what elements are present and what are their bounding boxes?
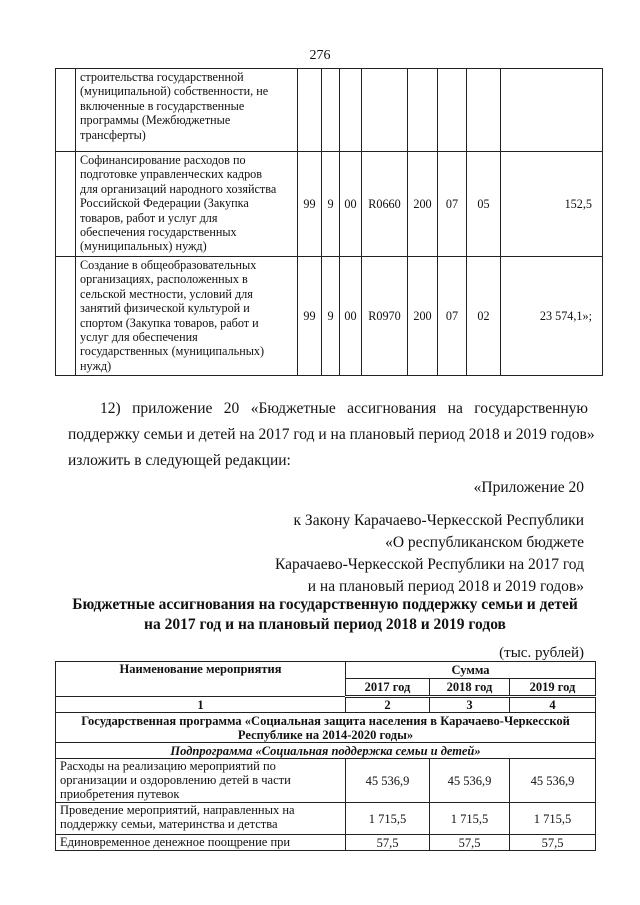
assignments-table — [55, 661, 596, 851]
value-2017: 1 715,5 — [346, 803, 430, 835]
code-cell: R0970 — [362, 257, 408, 376]
value-2019: 1 715,5 — [510, 803, 596, 835]
value-2018: 45 536,9 — [430, 759, 510, 803]
table-header-row — [56, 662, 596, 679]
amendment-paragraph: 12) приложение 20 «Бюджетные ассигнования на государственную поддержку семьи и детей на 2017 год и на плановый период 2018 и 2019 годов» изложить в следующей редакции: — [68, 400, 595, 469]
code-cell: 07 — [438, 257, 467, 376]
value-2018: 1 715,5 — [430, 803, 510, 835]
program-title: Государственная программа «Социальная защита населения в Карачаево-Черкесской Республике на 2014-2020 годы» — [56, 713, 596, 743]
appendix-label: «Приложение 20 — [473, 479, 584, 496]
code-cell: R0660 — [362, 152, 408, 257]
activity-name: Проведение мероприятий, направленных на поддержку семьи, материнства и детства — [56, 803, 346, 835]
value-2018: 57,5 — [430, 835, 510, 851]
code-cell: 99 — [298, 257, 322, 376]
units-label: (тыс. рублей) — [499, 645, 584, 661]
code-cell: 9 — [322, 257, 340, 376]
expense-description: Софинансирование расходов по подготовке управленческих кадров для организаций народного хозяйства Российской Федерации (Закупка товаров, работ и услуг для обеспечения государственных (муниципальных) нужд) — [76, 152, 298, 257]
column-number-row: 1 2 3 4 — [56, 697, 596, 713]
code-cell: 200 — [408, 257, 438, 376]
page-number: 276 — [309, 48, 331, 63]
program-row — [56, 713, 596, 743]
value-2017: 45 536,9 — [346, 759, 430, 803]
table-row — [56, 152, 603, 257]
activity-name: Единовременное денежное поощрение при — [56, 835, 346, 851]
code-cell: 00 — [340, 152, 362, 257]
table-row — [56, 69, 603, 152]
header-year: 2017 год — [346, 679, 430, 697]
table-row — [56, 759, 596, 803]
amount-cell: 23 574,1»; — [501, 257, 603, 376]
code-cell: 99 — [298, 152, 322, 257]
subprogram-title: Подпрограмма «Социальная поддержка семьи и детей» — [56, 743, 596, 759]
table-row — [56, 803, 596, 835]
code-cell: 9 — [322, 152, 340, 257]
document-title: Бюджетные ассигнования на государственную поддержку семьи и детей на 2017 год и на плановый период 2018 и 2019 годов — [72, 596, 578, 633]
header-year: 2019 год — [510, 679, 596, 697]
value-2017: 57,5 — [346, 835, 430, 851]
header-year: 2018 год — [430, 679, 510, 697]
budget-code-table — [55, 68, 603, 376]
amount-cell: 152,5 — [501, 152, 603, 257]
expense-description: Создание в общеобразовательных организациях, расположенных в сельской местности, условий для занятий физической культурой и спортом (Закупка товаров, работ и услуг для обеспечения государственных (муниципальных) нужд) — [76, 257, 298, 376]
value-2019: 45 536,9 — [510, 759, 596, 803]
table-row — [56, 835, 596, 851]
law-reference: к Закону Карачаево-Черкесской Республики «О республиканском бюджете Карачаево-Черкесской Республики на 2017 год и на плановый период 2018 и 2019 годов» — [275, 512, 584, 595]
code-cell: 200 — [408, 152, 438, 257]
value-2019: 57,5 — [510, 835, 596, 851]
code-cell: 00 — [340, 257, 362, 376]
header-sum: Сумма — [346, 662, 596, 679]
code-cell: 05 — [467, 152, 501, 257]
header-name: Наименование мероприятия — [56, 662, 346, 697]
expense-description: строительства государственной (муниципальной) собственности, не включенные в государственные программы (Межбюджетные трансферты) — [76, 69, 298, 152]
table-row — [56, 257, 603, 376]
subprogram-row — [56, 743, 596, 759]
activity-name: Расходы на реализацию мероприятий по организации и оздоровлению детей в части приобретения путевок — [56, 759, 346, 803]
code-cell: 07 — [438, 152, 467, 257]
code-cell: 02 — [467, 257, 501, 376]
